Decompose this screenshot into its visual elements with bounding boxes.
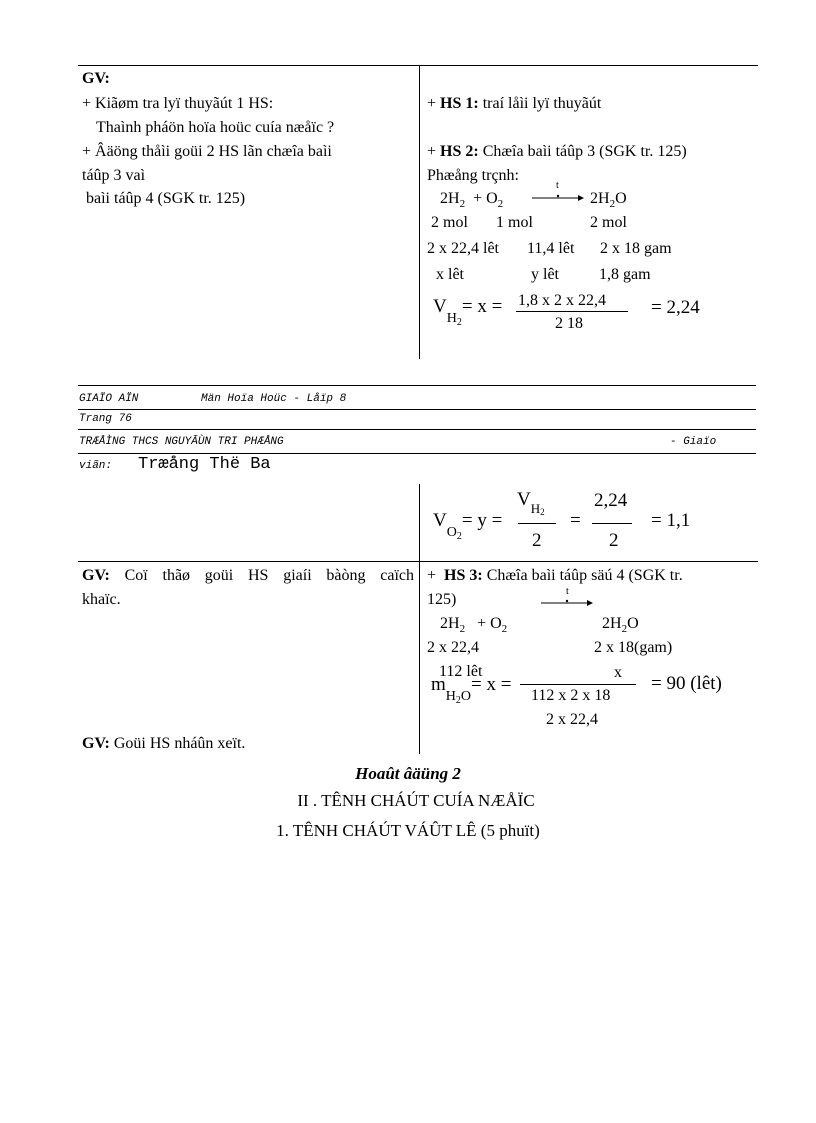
mh2o-denominator: 112 x 2 x 18 xyxy=(531,687,611,704)
vo2-fraction-bar-1 xyxy=(518,523,556,524)
footer-line-3 xyxy=(78,429,756,430)
reaction-temp-label-2: t xyxy=(566,586,569,597)
footer-lesson: GIAÏO AÏN xyxy=(79,393,139,405)
row1-b: 11,4 lêt xyxy=(527,240,575,257)
gv1-label: GV: xyxy=(82,567,110,584)
footer-page: Trang 76 xyxy=(79,413,132,425)
hs1-label: HS 1: xyxy=(440,95,479,112)
mass-row-a: 2 x 22,4 xyxy=(427,639,479,656)
vh2-numerator: 1,8 x 2 x 22,4 xyxy=(518,292,606,309)
row1-c: 2 x 18 gam xyxy=(600,240,672,257)
table2-divider xyxy=(419,484,420,754)
vo2-result: = 1,1 xyxy=(651,510,691,531)
mh2o-denominator-2: 2 x 22,4 xyxy=(546,711,598,728)
hs2-text: Chæîa baìi táûp 3 (SGK tr. 125) xyxy=(482,143,687,160)
vo2-denominator-2: 2 xyxy=(609,530,619,551)
mol-1: 2 mol xyxy=(431,214,468,231)
row2-a: x lêt xyxy=(436,266,464,283)
hs1-line: + HS 1: traí låìi lyï thuyãút xyxy=(427,95,602,112)
vh2-denominator: 2 18 xyxy=(555,315,583,332)
gv1-text: Coï thãø goüi HS giaíi bàòng caïch xyxy=(124,567,415,584)
vo2-formula: $V_{O2}= y$ = xyxy=(433,510,503,542)
activity-title: Hoaût âäüng 2 xyxy=(355,764,461,783)
footer-teacher-prefix: - Giaïo xyxy=(670,436,717,448)
footer-line-2 xyxy=(78,409,756,410)
reaction-equation-1: $2H_2 + O_2$ xyxy=(440,190,504,211)
vh2-fraction-bar xyxy=(516,311,628,312)
gv2-label: GV: xyxy=(82,735,110,752)
mol-3: 2 mol xyxy=(590,214,627,231)
mass-row-c: 112 lêt xyxy=(439,663,483,680)
gv1-line xyxy=(82,567,414,585)
table1-left-line2: Thaình pháön hoïa hoüc cuía næåïc ? xyxy=(96,119,335,136)
table1-top-border xyxy=(78,65,758,66)
hs3-label: HS 3: xyxy=(444,567,483,584)
row2-c: 1,8 gam xyxy=(599,266,651,283)
table1-left-line5: baìi táûp 4 (SGK tr. 125) xyxy=(86,190,246,207)
reaction-equation-2: $2H_2$ + $O_2$ xyxy=(440,615,508,636)
vh2-result: = 2,24 xyxy=(651,297,700,318)
hs3-line2: 125) xyxy=(427,591,457,608)
mh2o-result: = 90 (lêt) xyxy=(651,673,722,694)
table1-left-line3: + Âäöng thåìi goüi 2 HS lãn chæîa baìi xyxy=(82,143,332,160)
section-heading: II . TÊNH CHÁÚT CUÍA NÆÅÏC xyxy=(297,791,535,810)
gv2-line xyxy=(82,735,245,753)
footer-line-4 xyxy=(78,453,756,454)
table1-left-line4: táûp 3 vaì xyxy=(82,167,146,184)
table1-left-line1: + Kiãøm tra lyï thuyãút 1 HS: xyxy=(82,95,274,112)
table1-gv-label: GV: xyxy=(82,70,110,87)
reaction-temp-label-1: t xyxy=(556,180,559,191)
hs1-text: traí låìi lyï thuyãút xyxy=(482,95,602,112)
reaction-arrow-2 xyxy=(541,598,593,608)
vo2-numerator: $V_{H2}$ xyxy=(517,489,545,517)
vo2-denominator-1: 2 xyxy=(532,530,542,551)
row1-a: 2 x 22,4 lêt xyxy=(427,240,499,257)
mh2o-numerator: x xyxy=(614,664,622,681)
gv1-line2: khaïc. xyxy=(82,591,121,608)
footer-teacher-label: viãn: xyxy=(79,460,113,472)
vo2-equals: = xyxy=(570,510,581,531)
hs3-text: Chæîa baìi táûp säú 4 (SGK tr. xyxy=(486,567,683,584)
row2-b: y lêt xyxy=(531,266,559,283)
vo2-fraction-bar-2 xyxy=(592,523,632,524)
hs3-line: + HS 3: Chæîa baìi táûp säú 4 (SGK tr. xyxy=(427,567,683,584)
footer-teacher-name: Træång Thë Ba xyxy=(138,455,271,474)
reaction-arrow-1 xyxy=(532,193,584,203)
hs2-line: + HS 2: Chæîa baìi táûp 3 (SGK tr. 125) xyxy=(427,143,687,160)
reaction-product-1: $2H_2O$ xyxy=(590,190,627,211)
mass-row-b: 2 x 18(gam) xyxy=(594,639,673,656)
footer-school: TRÆÅÌNG THCS NGUYÃÙN TRI PHÆÅNG xyxy=(79,436,284,448)
table1-divider xyxy=(419,65,420,359)
equation-label: Phæång trçnh: xyxy=(427,167,519,184)
vo2-numerator-2: 2,24 xyxy=(594,490,628,511)
reaction-product-2: $2H_2O$ xyxy=(602,615,639,636)
footer-subject: Män Hoïa Hoüc - Låïp 8 xyxy=(201,393,347,405)
table2-row-border xyxy=(78,561,758,562)
hs2-label: HS 2: xyxy=(440,143,479,160)
subsection-heading: 1. TÊNH CHÁÚT VÁÛT LÊ (5 phuït) xyxy=(276,821,540,840)
footer-line-1 xyxy=(78,385,756,386)
mh2o-formula: $m_{H2O}= x$ = xyxy=(431,674,512,706)
vh2-formula: $V_{H2}= x$ = xyxy=(433,296,503,328)
mh2o-fraction-bar xyxy=(520,684,636,685)
mol-2: 1 mol xyxy=(496,214,533,231)
gv2-text: Goüi HS nháûn xeït. xyxy=(113,735,246,752)
